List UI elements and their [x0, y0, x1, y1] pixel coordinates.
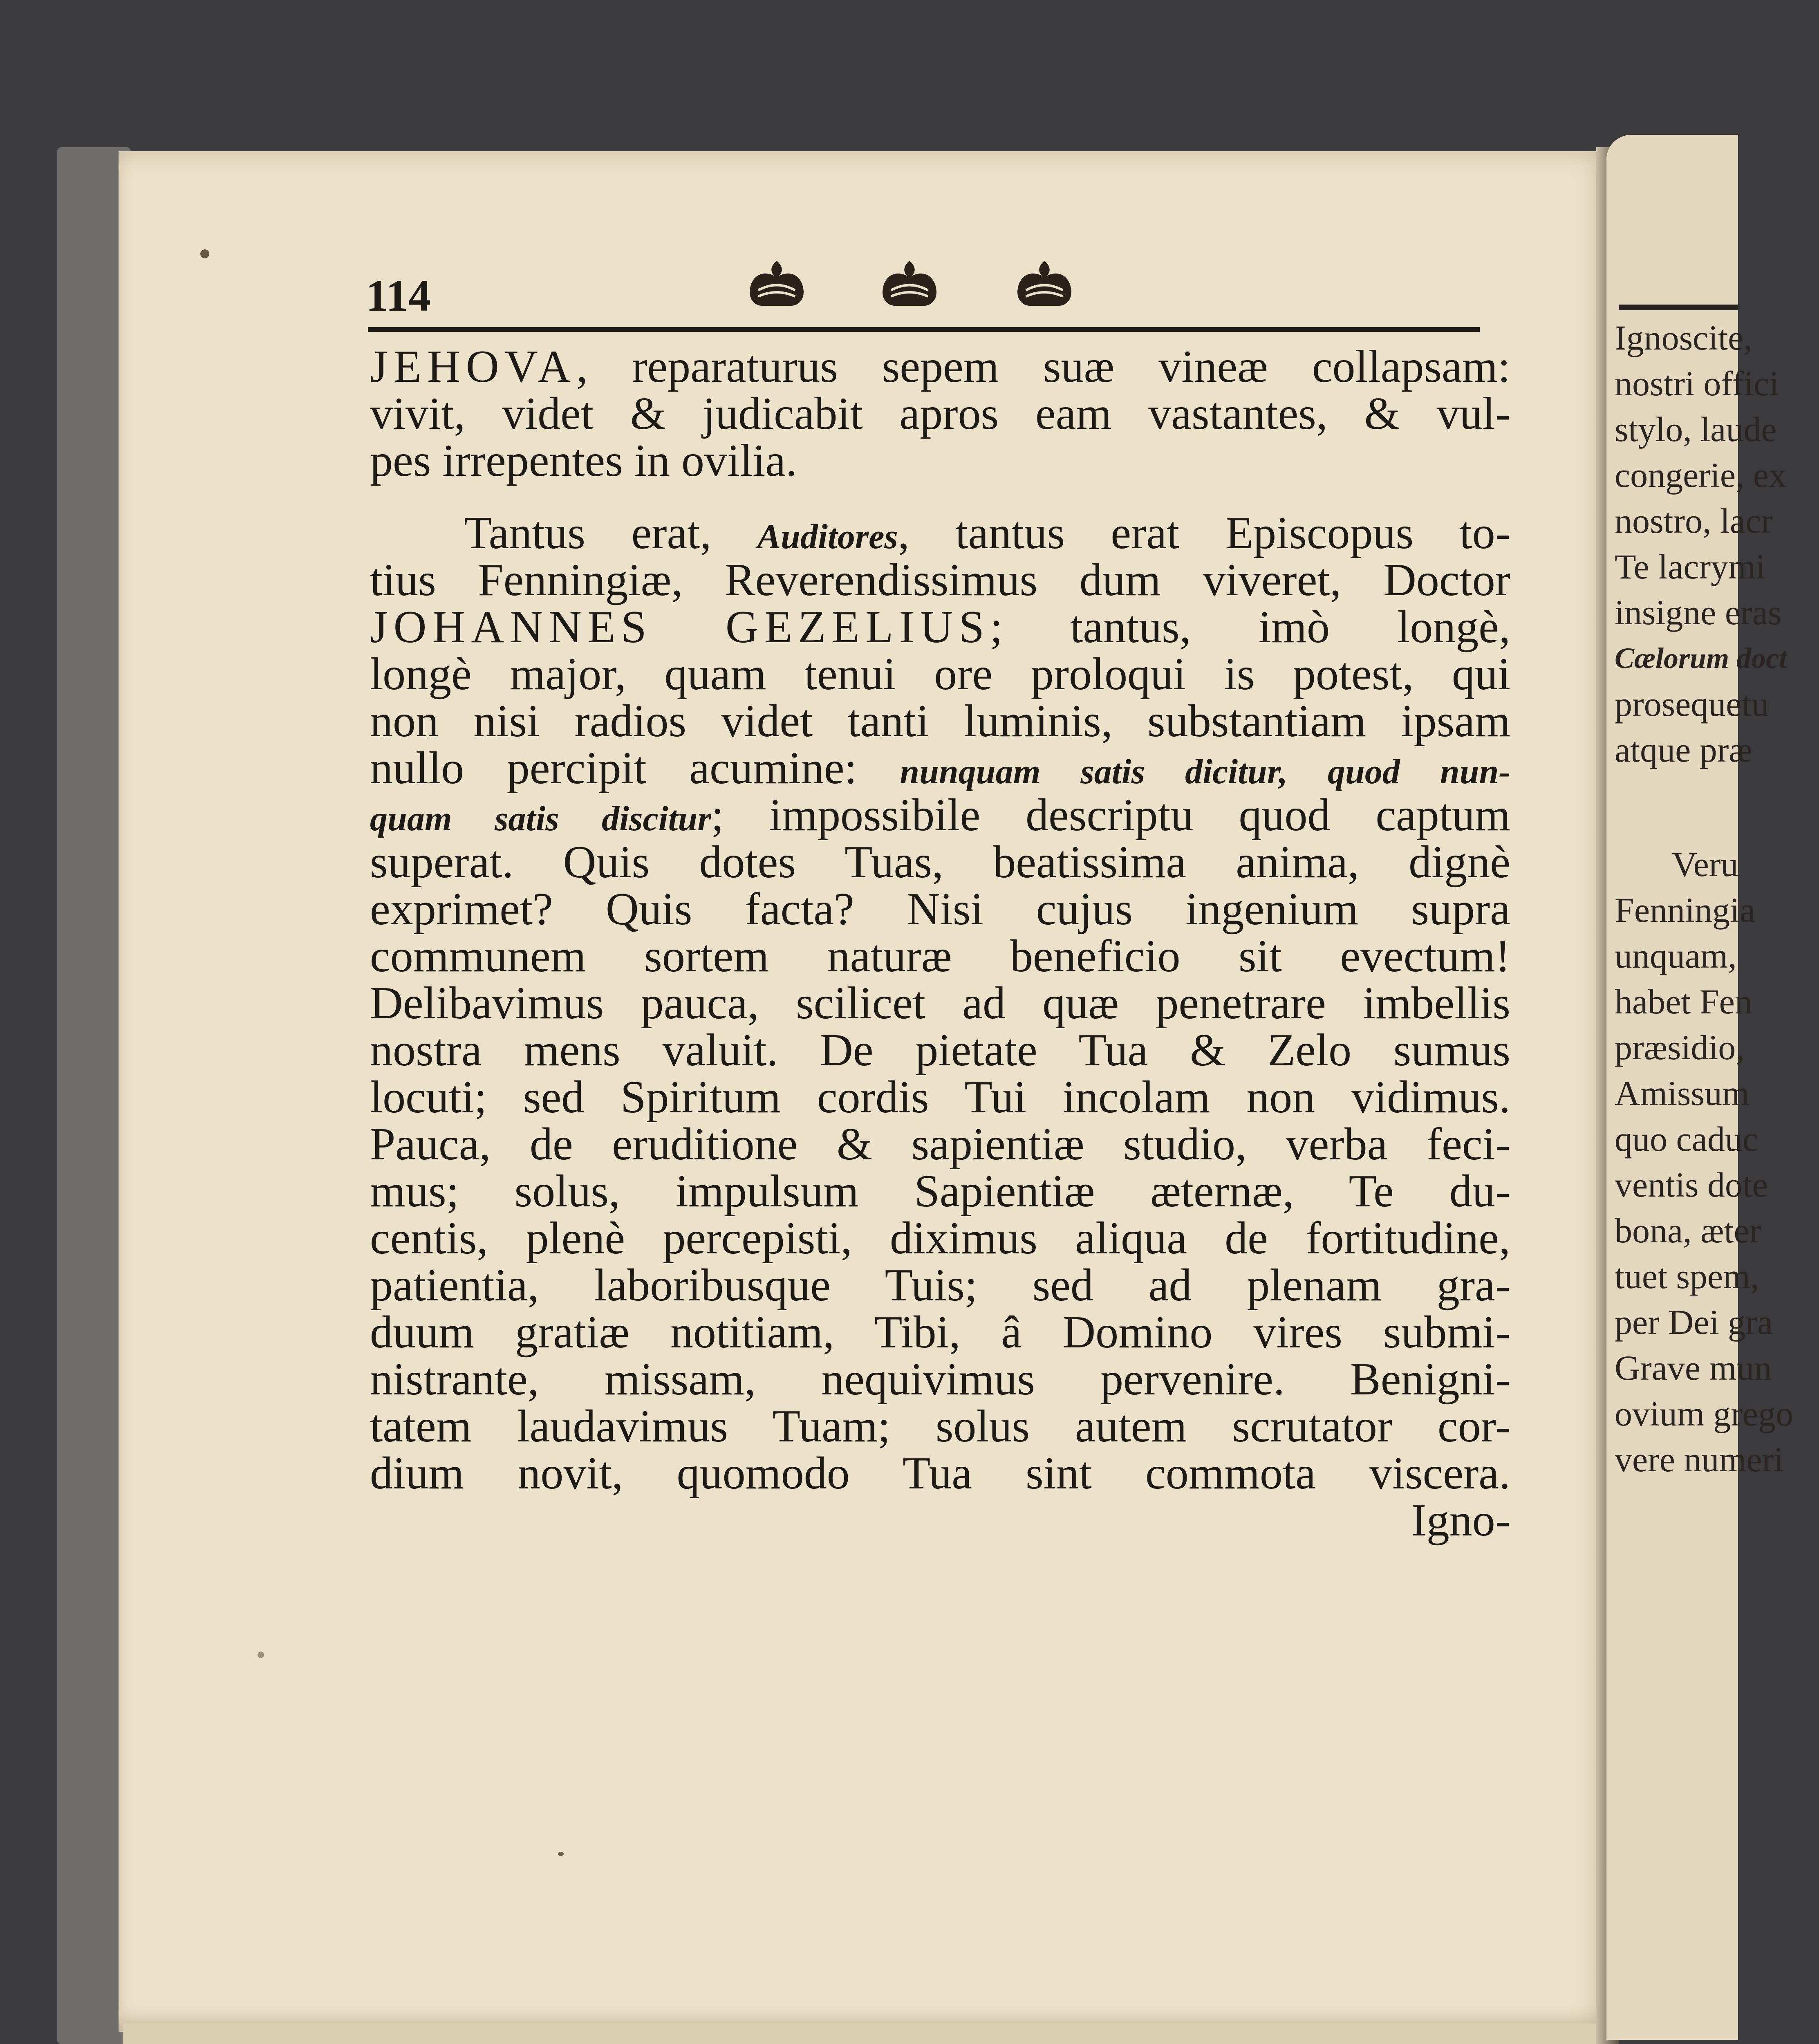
fleuron-icon	[1014, 258, 1075, 309]
facing-line: bona, æter	[1615, 1211, 1761, 1250]
italic-span: Auditores	[757, 517, 898, 556]
text-span: Tantus erat,	[464, 508, 757, 558]
text-line: superat. Quis dotes Tuas, beatissima anima, dignè	[370, 837, 1510, 888]
text-span: , tantus erat Episcopus to-	[898, 508, 1510, 558]
text-line: patientia, laboribusque Tuis; sed ad plenam gra-	[370, 1260, 1510, 1311]
body-text	[370, 343, 1510, 1544]
text-line: mus; solus, impulsum Sapientiæ æternæ, Te du-	[370, 1166, 1510, 1217]
text-line: vivit, videt & judicabit apros eam vastantes, & vul-	[370, 388, 1510, 439]
facing-line: quo caduc	[1615, 1119, 1759, 1159]
facing-line: Fenningia	[1615, 890, 1755, 930]
facing-line: congerie, ex	[1615, 455, 1787, 495]
text-line: non nisi radios videt tanti luminis, substantiam ipsam	[370, 696, 1510, 746]
facing-line: atque præ	[1615, 730, 1752, 769]
text-line: duum gratiæ notitiam, Tibi, â Domino vires submi-	[370, 1307, 1510, 1358]
text-line: longè major, quam tenui ore proloqui is potest, qui	[370, 649, 1510, 699]
facing-line: Te lacrymi	[1615, 547, 1765, 586]
text-span: , reparaturus sepem suæ vineæ collapsam:	[576, 341, 1510, 392]
text-line: nostra mens valuit. De pietate Tua & Zelo sumus	[370, 1025, 1510, 1076]
page-number: 114	[366, 271, 431, 320]
text-line	[370, 792, 1510, 839]
facing-line: nostri offici	[1615, 364, 1779, 403]
name-caps: JOHANNES GEZELIUS	[370, 602, 990, 652]
text-line: dium novit, quomodo Tua sint commota viscera.	[370, 1448, 1510, 1499]
catchword: Igno-	[1411, 1495, 1510, 1546]
text-line: locuti; sed Spiritum cordis Tui incolam non vidimus.	[370, 1072, 1510, 1123]
facing-line: nostro, lacr	[1615, 501, 1773, 540]
facing-page-rule	[1619, 305, 1738, 310]
italic-span: nunquam satis dicitur, quod nun-	[900, 752, 1510, 791]
text-line: nistrante, missam, nequivimus pervenire. Benigni-	[370, 1354, 1510, 1405]
facing-line: Cælorum doct	[1615, 642, 1788, 675]
text-span: ; impossibile descriptu quod captum	[711, 790, 1510, 840]
paper-spot	[558, 1852, 564, 1856]
text-line	[370, 510, 1510, 557]
text-line: Pauca, de eruditione & sapientiæ studio, verba feci-	[370, 1119, 1510, 1170]
italic-span: quam satis discitur	[370, 799, 711, 838]
facing-line: Veru	[1672, 845, 1738, 884]
text-line: communem sortem naturæ beneficio sit evectum!	[370, 931, 1510, 982]
facing-line: habet Fen	[1615, 982, 1752, 1021]
text-line: pes irrepentes in ovilia.	[370, 435, 797, 486]
text-line	[370, 604, 1510, 651]
paper-spot	[200, 249, 209, 258]
text-line	[370, 745, 1510, 792]
text-line: exprimet? Quis facta? Nisi cujus ingenium supra	[370, 884, 1510, 935]
text-line: centis, plenè percepisti, diximus aliqua de fortitudine,	[370, 1213, 1510, 1264]
facing-line: Amissum	[1615, 1074, 1750, 1113]
facing-line: prosequetu	[1615, 684, 1769, 724]
text-line: tatem laudavimus Tuam; solus autem scrutator cor-	[370, 1401, 1510, 1452]
facing-page-text	[1615, 315, 1819, 1482]
facing-line: præsidio,	[1615, 1028, 1745, 1067]
facing-line: unquam,	[1615, 936, 1737, 975]
facing-line: Ignoscite,	[1615, 318, 1752, 357]
text-line: Delibavimus pauca, scilicet ad quæ penetrare imbellis	[370, 978, 1510, 1029]
text-span: ; tantus, imò longè,	[990, 602, 1510, 652]
header-rule	[368, 327, 1480, 332]
text-line: tius Fenningiæ, Reverendissimus dum viveret, Doctor	[370, 555, 1510, 605]
text-span: nullo percipit acumine:	[370, 743, 900, 793]
text-line	[370, 343, 1510, 390]
facing-line: Grave mun	[1615, 1348, 1772, 1387]
paper-spot	[258, 1652, 264, 1658]
facing-line: vere numeri	[1615, 1440, 1784, 1479]
page-block-edge	[123, 2024, 1615, 2044]
facing-line: stylo, laude	[1615, 410, 1777, 449]
facing-line: tuet spem,	[1615, 1257, 1759, 1296]
facing-line: per Dei gra	[1615, 1302, 1773, 1342]
facing-line: ventis dote	[1615, 1165, 1768, 1204]
name-caps: JEHOVA	[370, 341, 577, 392]
facing-line: insigne eras	[1615, 593, 1782, 632]
facing-line: ovium grego	[1615, 1394, 1794, 1433]
fleuron-icon	[746, 258, 807, 309]
fleuron-icon	[879, 258, 940, 309]
